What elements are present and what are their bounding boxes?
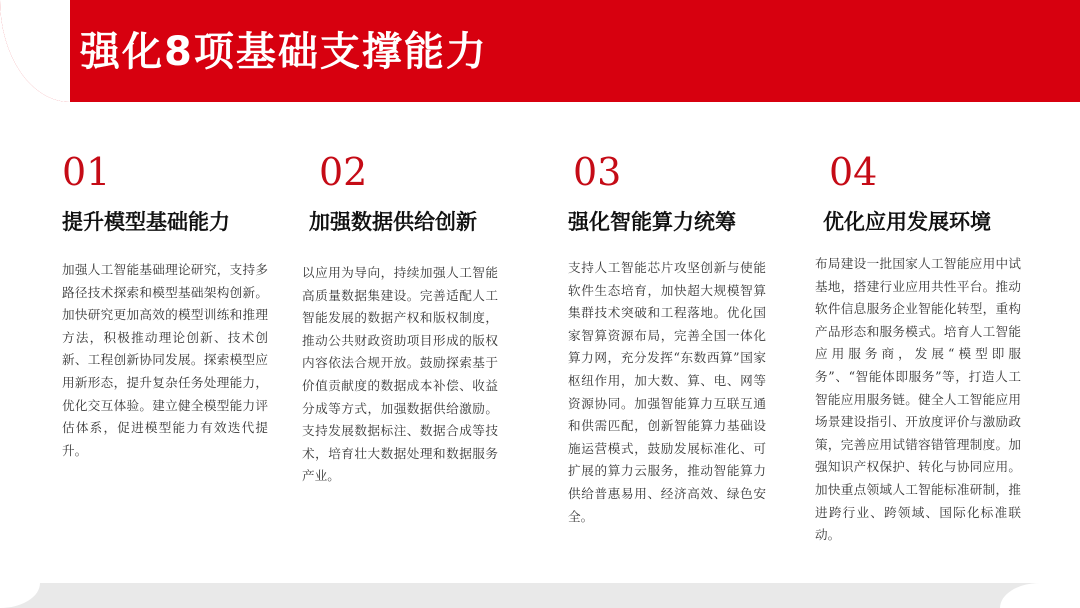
section-body: 以应用为导向，持续加强人工智能高质量数据集建设。完善适配人工智能发展的数据产权和版权制度，推动公共财政资助项目形成的版权内容依法合规开放。鼓励探索基于价值贡献度的数据成本补偿、收益分成等方式，加强数据供给激励。支持发展数据标注、数据合成等技术，培育壮大数据处理和数据服务产业。: [302, 265, 498, 484]
section-02: [302, 150, 512, 488]
section-01: [62, 150, 272, 462]
section-heading: 优化应用发展环境: [823, 210, 991, 234]
section-heading: 强化智能算力统筹: [568, 210, 736, 234]
section-body: 支持人工智能芯片攻坚创新与使能软件生态培育，加快超大规模智算集群技术突破和工程落地。优化国家智算资源布局，完善全国一体化算力网，充分发挥“东数西算”国家枢纽作用，加大数、算、电、网等资源协同。加强智能算力互联互通和供需匹配，创新智能算力基础设施运营模式，鼓励发展标准化、可扩展的算力云服务，推动智能算力供给普惠易用、经济高效、绿色安全。: [568, 260, 766, 524]
section-heading: 加强数据供给创新: [309, 210, 477, 234]
section-number: 01: [62, 150, 111, 194]
section-03: [568, 150, 778, 528]
section-number: 04: [829, 150, 878, 194]
section-body: 布局建设一批国家人工智能应用中试基地，搭建行业应用共性平台。推动软件信息服务企业智能化转型，重构产品形态和服务模式。培育人工智能应用服务商，发展“模型即服务”、“智能体即服务”等，打造人工智能应用服务链。健全人工智能应用场景建设指引、开放度评价与激励政策，完善应用试错容错管理制度。加强知识产权保护、转化与协同应用。加快重点领域人工智能标准研制，推进跨行业、跨领域、国际化标准联动。: [815, 256, 1021, 543]
section-body: 加强人工智能基础理论研究，支持多路径技术探索和模型基础架构创新。加快研究更加高效的模型训练和推理方法，积极推动理论创新、技术创新、工程创新协同发展。探索模型应用新形态，提升复杂任务处理能力，优化交互体验。建立健全模型能力评估体系，促进模型能力有效迭代提升。: [62, 262, 268, 458]
section-heading: 提升模型基础能力: [62, 210, 230, 234]
section-number: 02: [319, 150, 368, 194]
section-04: [815, 150, 1025, 547]
section-number: 03: [573, 150, 622, 194]
page-title: 强化8项基础支撑能力: [80, 29, 488, 75]
footer-band: [0, 583, 1080, 608]
